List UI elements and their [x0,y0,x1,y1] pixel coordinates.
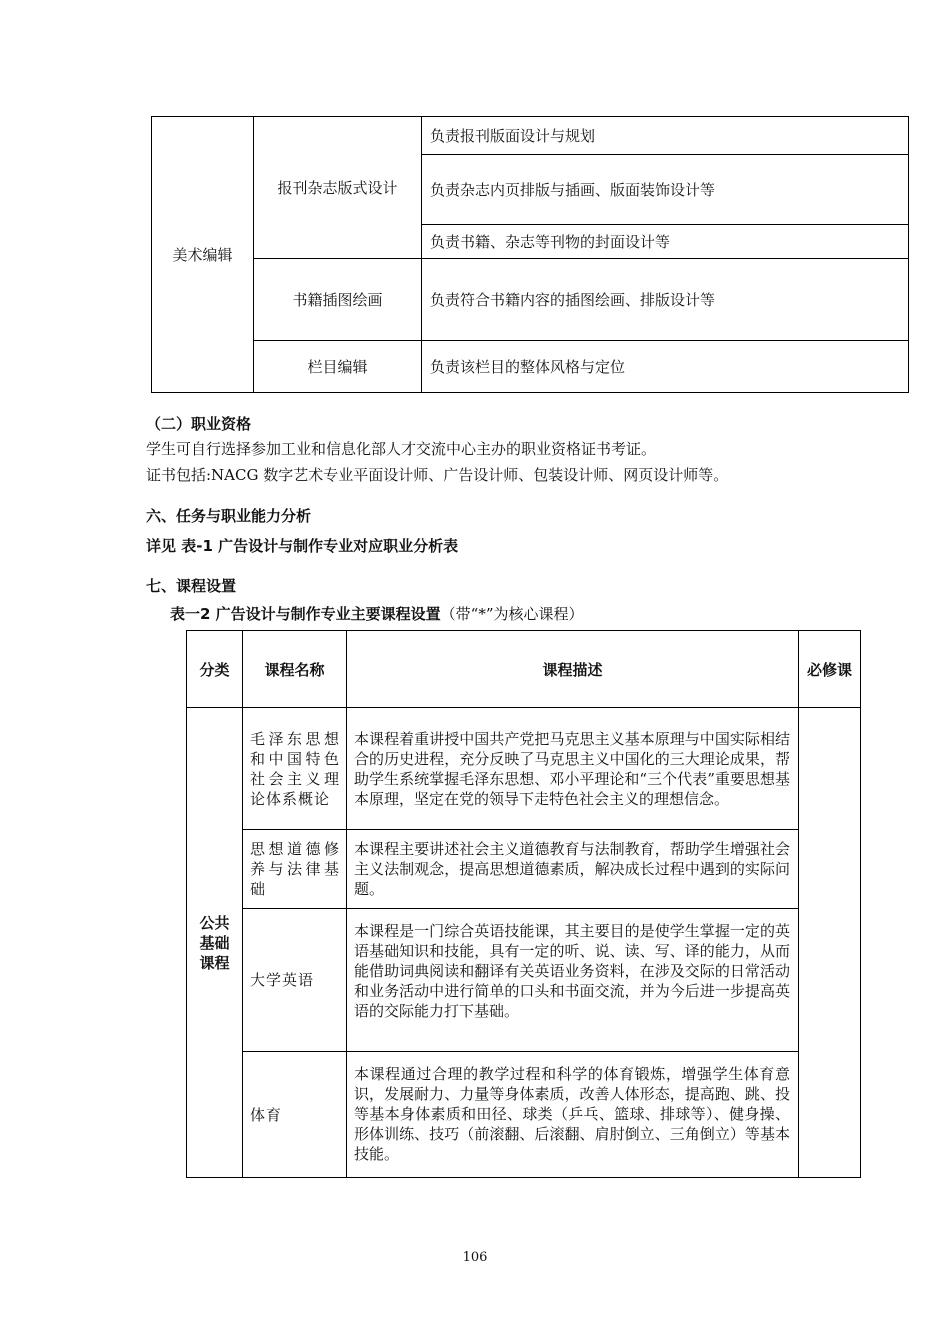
page-number: 106 [462,1250,488,1265]
course-desc: 本课程通过合理的教学过程和科学的体育锻炼，增强学生体育意识，发展耐力、力量等身体素质，改善人体形态，提高跑、跳、投等基本身体素质和田径、球类（乒乓、篮球、排球等）、健身操、形体训练、技巧（前滚翻、后滚翻、肩肘倒立、三角倒立）等基本技能。 [347,1052,799,1178]
table-2-caption [170,603,584,624]
duty-cell: 负责符合书籍内容的插图绘画、排版设计等 [422,259,909,341]
course-desc: 本课程是一门综合英语技能课，其主要目的是使学生掌握一定的英语基础知识和技能，具有一定的听、说、读、写、译的能力，从而能借助词典阅读和翻译有关英语业务资料，在涉及交际的日常活动和业务活动中进行简单的口头和书面交流，并为今后进一步提高英语的交际能力打下基础。 [347,909,799,1052]
course-name: 体育 [243,1052,347,1178]
category-cell: 美术编辑 [152,117,254,393]
section-6-heading: 六、任务与职业能力分析 [146,507,312,525]
position-cell: 报刊杂志版式设计 [254,117,422,259]
course-desc: 本课程主要讲述社会主义道德教育与法制教育，帮助学生增强社会主义法制观念，提高思想道德素质，解决成长过程中遇到的实际问题。 [347,830,799,909]
position-cell: 栏目编辑 [254,341,422,393]
career-duty-table [151,116,909,393]
duty-cell: 负责报刊版面设计与规划 [422,117,909,155]
duty-cell: 负责书籍、杂志等刊物的封面设计等 [422,225,909,259]
table-2-caption-note: （带“*”为核心课程） [440,605,584,623]
header-required: 必修课 [799,631,861,708]
header-category: 分类 [187,631,243,708]
header-course-desc: 课程描述 [347,631,799,708]
course-name: 思想道德修养与法律基础 [243,830,347,909]
course-desc: 本课程着重讲授中国共产党把马克思主义基本原理与中国实际相结合的历史进程，充分反映了马克思主义中国化的三大理论成果，帮助学生系统掌握毛泽东思想、邓小平理论和“三个代表”重要思想基本原理，坚定在党的领导下走特色社会主义的理想信念。 [347,708,799,830]
position-cell: 书籍插图绘画 [254,259,422,341]
category-cell: 公共 基础 课程 [187,708,243,1178]
section-7-heading: 七、课程设置 [146,577,237,595]
course-name: 毛泽东思想和中国特色社会主义理论体系概论 [243,708,347,830]
course-table [186,630,861,1178]
course-name: 大学英语 [243,909,347,1052]
duty-cell: 负责杂志内页排版与插画、版面装饰设计等 [422,155,909,225]
required-cell [799,708,861,1178]
section-6-detail: 详见 表-1 广告设计与制作专业对应职业分析表 [146,537,459,555]
duty-cell: 负责该栏目的整体风格与定位 [422,341,909,393]
qualification-heading: （二）职业资格 [146,415,252,433]
header-course-name: 课程名称 [243,631,347,708]
qualification-line-1: 学生可自行选择参加工业和信息化部人才交流中心主办的职业资格证书考证。 [146,440,657,458]
qualification-line-2: 证书包括:NACG 数字艺术专业平面设计师、广告设计师、包装设计师、网页设计师等。 [146,466,729,484]
table-2-caption-title: 表一2 广告设计与制作专业主要课程设置 [170,605,441,623]
